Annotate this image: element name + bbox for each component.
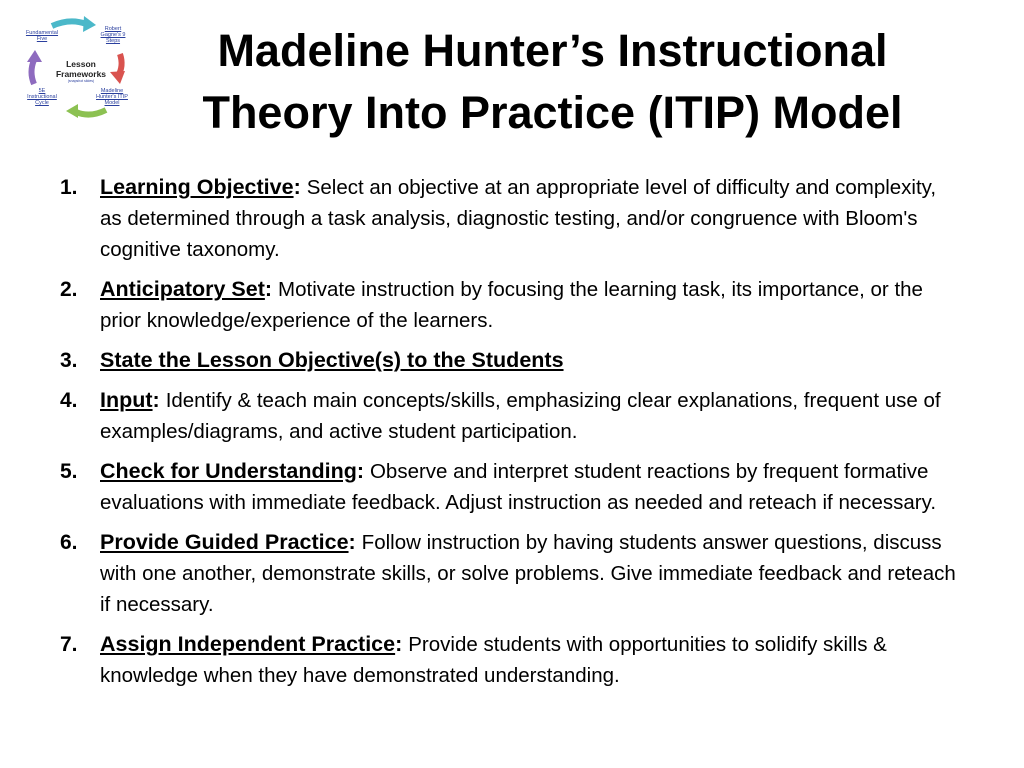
step-text: Provide students with opportunities to solidify skills & knowledge when they have demonstrated understanding. <box>100 633 887 687</box>
step-number: 6. <box>60 531 78 554</box>
step-term: Input <box>100 388 153 412</box>
logo-item-5e-cycle[interactable]: 5E Instructional Cycle <box>27 88 57 106</box>
step-term: Provide Guided Practice <box>100 530 349 554</box>
step-1: 1. Learning Objective: Select an objective at an appropriate level of difficulty and complexity, as determined through a task analysis, diagnostic testing, and/or congruence with Bloom's cognitive taxonomy. <box>58 172 958 265</box>
step-number: 1. <box>60 176 78 199</box>
lesson-frameworks-logo[interactable] <box>22 14 140 118</box>
step-text: Select an objective at an appropriate level of difficulty and complexity, as determined through a task analysis, diagnostic testing, and/or congruence with Bloom's cognitive taxonomy. <box>100 176 937 261</box>
step-6: 6. Provide Guided Practice: Follow instruction by having students answer questions, discuss with one another, demonstrate skills, or solve problems. Give immediate feedback and reteach if necessary. <box>58 527 958 620</box>
logo-item-gagne[interactable]: Robert Gagne's 9 Steps <box>100 26 126 44</box>
step-text: Identify & teach main concepts/skills, emphasizing clear explanations, frequent use of examples/diagrams, and active student participation. <box>100 389 941 443</box>
logo-center-label <box>50 59 112 83</box>
step-text: Follow instruction by having students answer questions, discuss with one another, demonstrate skills, or solve problems. Give immediate feedback and reteach if necessary. <box>100 531 956 616</box>
step-2: 2. Anticipatory Set: Motivate instruction by focusing the learning task, its importance, or the prior knowledge/experience of the learners. <box>58 274 958 336</box>
logo-item-fundamental-five[interactable]: Fundamental Five <box>25 30 59 42</box>
step-5: 5. Check for Understanding: Observe and interpret student reactions by frequent formative evaluations with immediate feedback. Adjust instruction as needed and reteach if necessary. <box>58 456 958 518</box>
step-number: 7. <box>60 633 78 656</box>
step-term: Assign Independent Practice <box>100 632 396 656</box>
logo-center-subtitle: (snapshot slides) <box>67 79 95 83</box>
step-4: 4. Input: Identify & teach main concepts/skills, emphasizing clear explanations, frequent use of examples/diagrams, and active student participation. <box>58 385 958 447</box>
step-3 <box>58 345 958 376</box>
step-text: Observe and interpret student reactions by frequent formative evaluations with immediate feedback. Adjust instruction as needed and reteach if necessary. <box>100 460 937 514</box>
step-number: 3. <box>60 349 78 372</box>
step-term: Anticipatory Set <box>100 277 265 301</box>
page-title: Madeline Hunter’s Instructional Theory Into Practice (ITIP) Model <box>202 25 903 138</box>
step-term: Check for Understanding <box>100 459 357 483</box>
step-7: 7. Assign Independent Practice: Provide students with opportunities to solidify skills & knowledge when they have demonstrated understanding. <box>58 629 958 691</box>
logo-item-hunter-itip[interactable]: Madeline Hunter's ITIP Model <box>96 88 128 106</box>
step-text: Motivate instruction by focusing the learning task, its importance, or the prior knowledge/experience of the learners. <box>100 278 923 332</box>
step-number: 2. <box>60 278 78 301</box>
step-term: Learning Objective <box>100 175 294 199</box>
step-term: State the Lesson Objective(s) to the Students <box>100 348 564 372</box>
itip-steps-list <box>58 172 958 700</box>
step-number: 4. <box>60 389 78 412</box>
step-number: 5. <box>60 460 78 483</box>
logo-center-title: Lesson Frameworks <box>55 59 107 79</box>
